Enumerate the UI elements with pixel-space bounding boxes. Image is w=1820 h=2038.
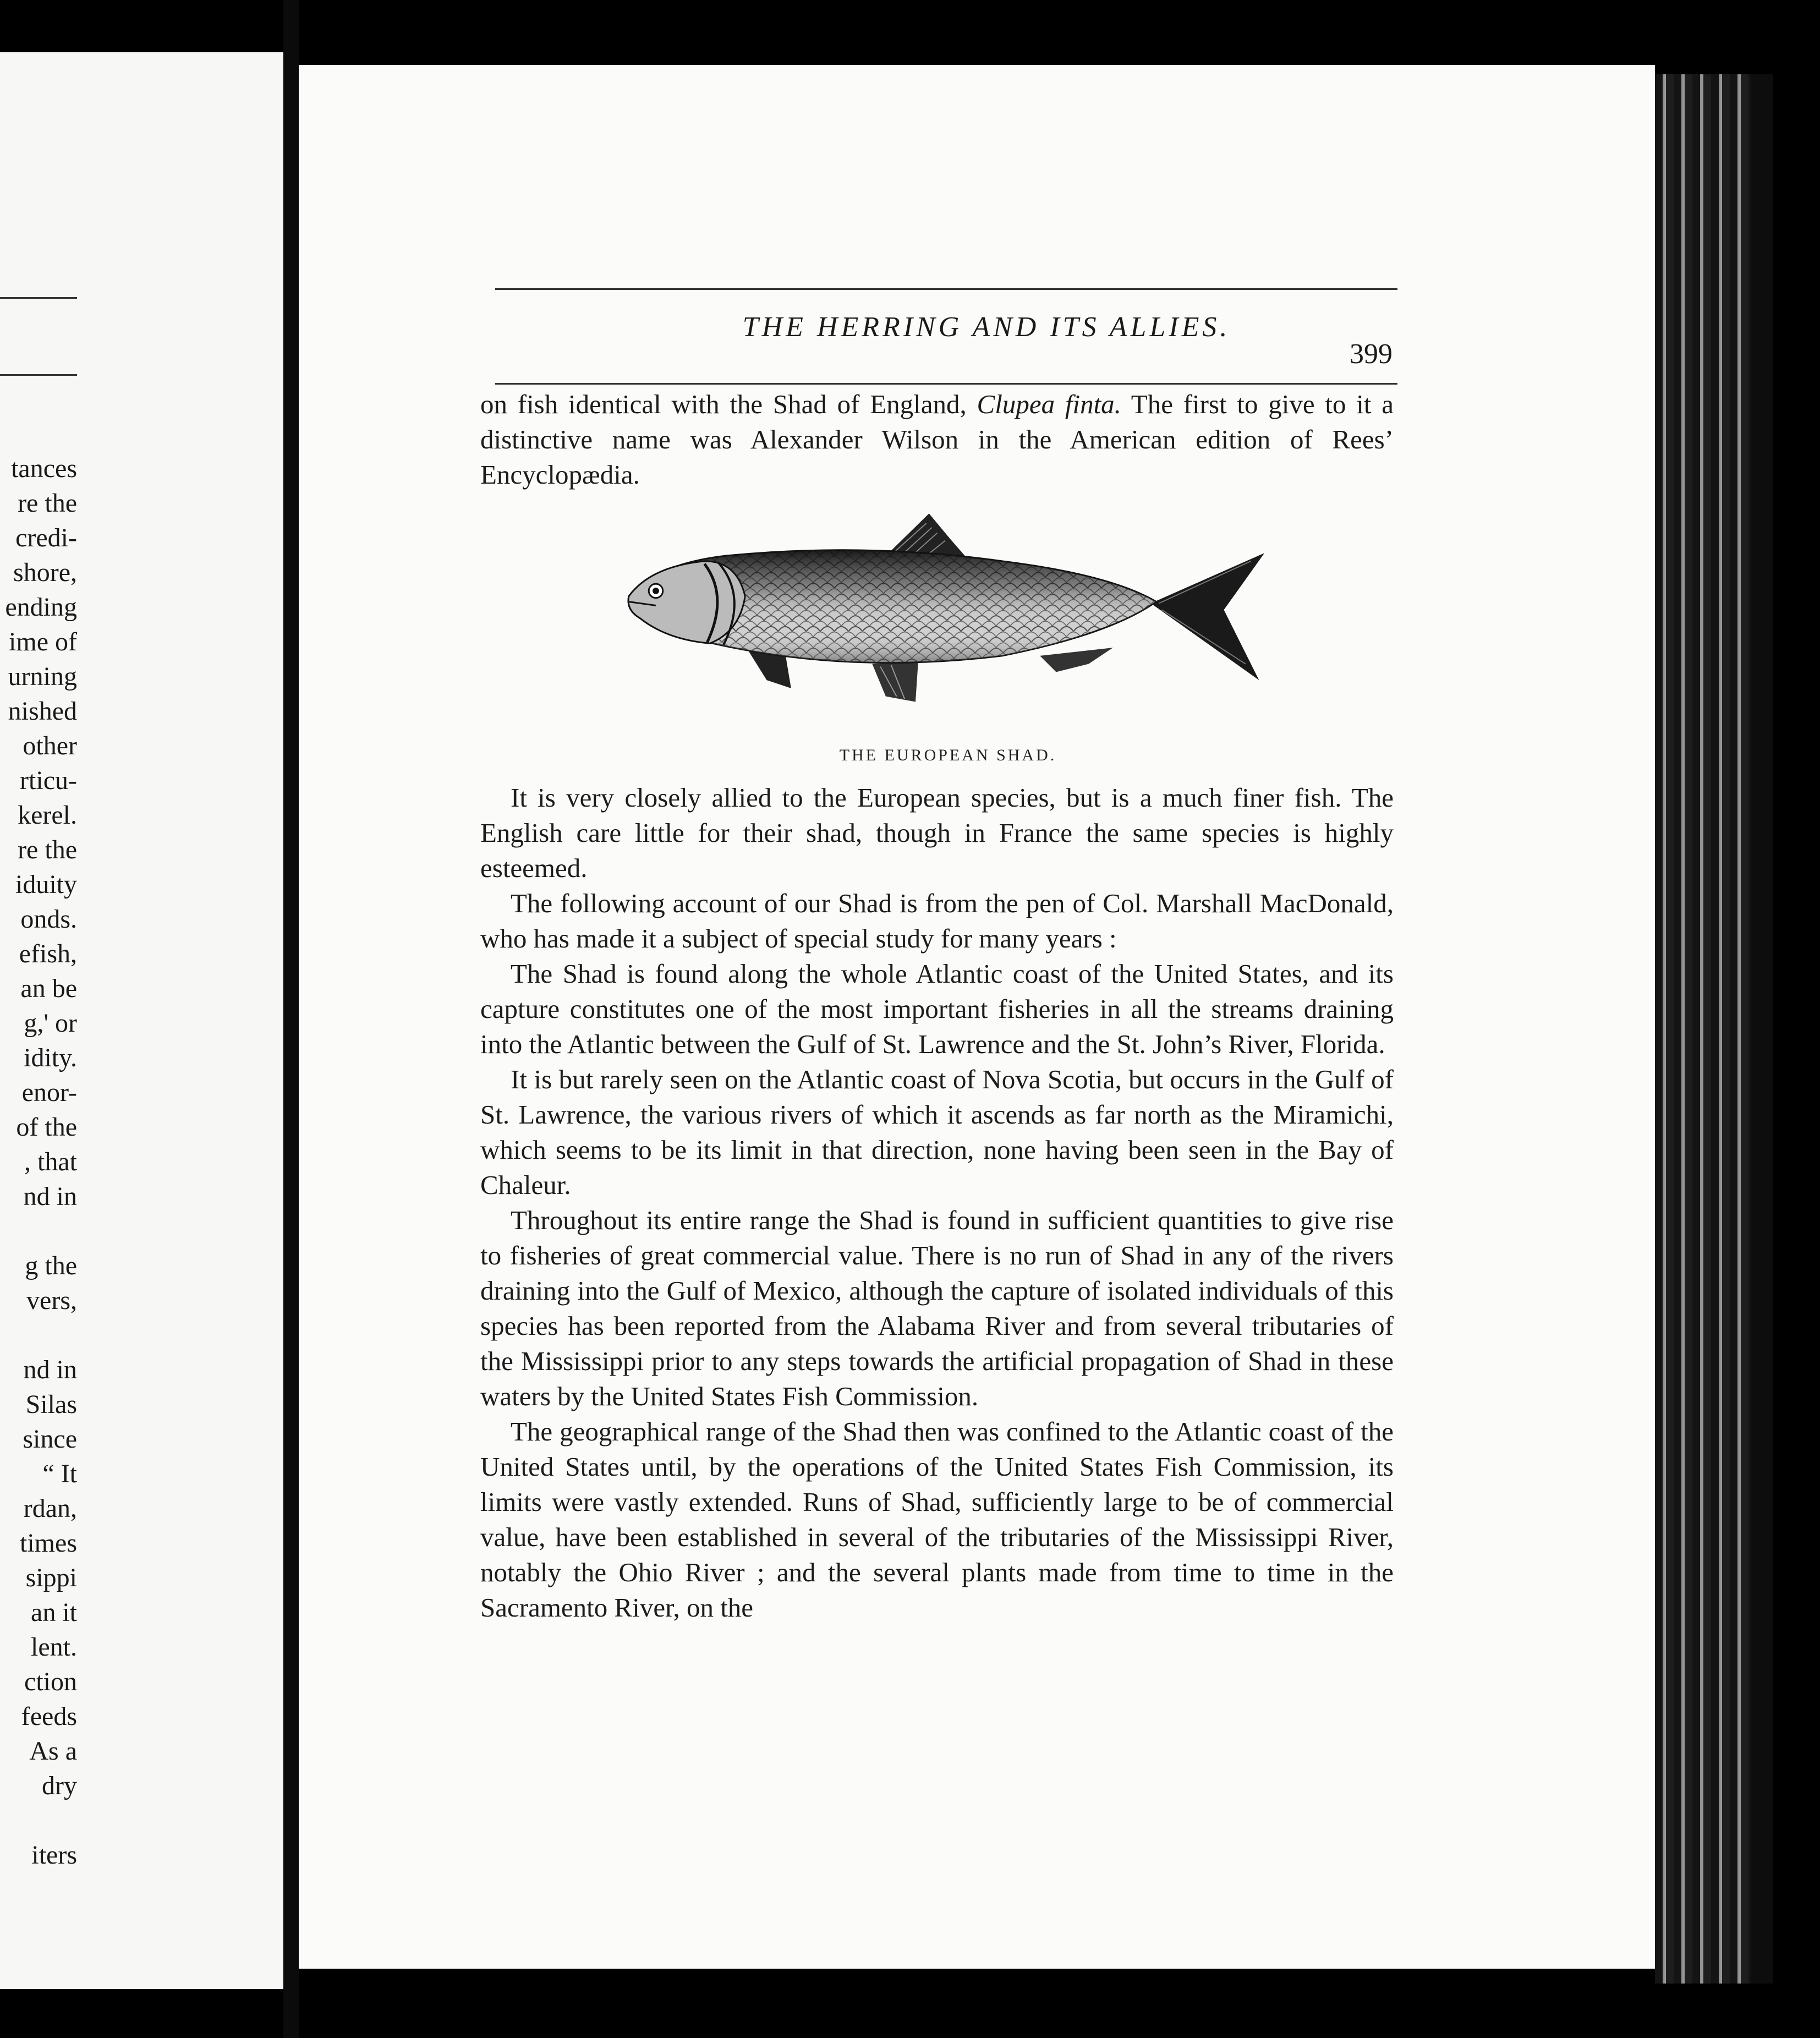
left-page-line [0, 1803, 77, 1838]
book-page-edges [1655, 74, 1773, 1984]
left-page-line: rticu- [20, 766, 77, 795]
left-page-line: ime of [9, 627, 77, 656]
previous-page [0, 52, 283, 1989]
left-page-line: other [23, 731, 77, 760]
left-page-line: iduity [15, 870, 77, 899]
left-page-line: shore, [13, 558, 77, 587]
left-page-line: idity. [24, 1043, 77, 1072]
left-page-line: since [23, 1425, 77, 1454]
left-page-line: rdan, [23, 1494, 77, 1523]
left-page-line: kerel. [18, 801, 77, 830]
left-page-line [0, 1318, 77, 1352]
left-page-line: efish, [19, 939, 77, 968]
paragraph: The Shad is found along the whole Atlantic coast of the United States, and its capture constitutes one of the most important fisheries in all the streams draining into the Atlantic between the Gulf of St. Lawrence and the St. John’s River, Florida. [480, 958, 1394, 1059]
intro-text-end: The first to give to it a distinctive name was Alexander Wilson in the American edition of Rees’ Encyclopædia. [480, 389, 1394, 490]
left-page-line: “ It [42, 1459, 77, 1488]
left-page-line: nd in [23, 1182, 77, 1211]
left-page-line: ction [24, 1667, 77, 1696]
left-page-line: urning [8, 662, 77, 691]
current-page [299, 65, 1655, 1969]
left-page-line: , that [24, 1147, 77, 1176]
book-gutter [283, 0, 299, 2038]
left-page-line: nd in [23, 1355, 77, 1384]
left-page-rule-bottom [0, 374, 77, 376]
intro-paragraph [480, 387, 1394, 492]
european-shad-image [623, 500, 1273, 742]
page-number: 399 [1350, 338, 1393, 370]
left-page-text [0, 451, 77, 1872]
left-page-line: credi- [15, 523, 77, 552]
left-page-line: times [20, 1528, 77, 1558]
paragraph: It is very closely allied to the European species, but is a much finer fish. The English care little for their shad, though in France the same species is highly esteemed. [480, 782, 1394, 883]
left-page-line: nished [8, 697, 77, 726]
left-page-line: lent. [31, 1632, 77, 1662]
left-page-line: vers, [26, 1286, 77, 1315]
main-text [480, 780, 1394, 1625]
left-page-line: g,' or [24, 1009, 77, 1038]
left-page-line: an it [31, 1598, 77, 1627]
left-page-line: iters [31, 1840, 77, 1870]
figure-caption: THE EUROPEAN SHAD. [839, 746, 1057, 764]
left-page-line: Silas [25, 1390, 77, 1419]
left-page-line: re the [18, 835, 77, 864]
running-head: THE HERRING AND ITS ALLIES. [742, 311, 1231, 343]
left-page-line: ending [5, 593, 77, 622]
left-page-line: sippi [25, 1563, 77, 1592]
paragraph: Throughout its entire range the Shad is found in sufficient quantities to give rise to fisheries of great commercial value. There is no run of Shad in any of the rivers draining into the Gulf of Mexico, although the capture of isolated individuals of this species has been reported from the Alabama River and from several tributaries of the Mississippi prior to any steps towards the artificial propagation of Shad in these waters by the United States Fish Commission. [480, 1205, 1394, 1411]
left-page-rule-top [0, 297, 77, 299]
paragraph: It is but rarely seen on the Atlantic coast of Nova Scotia, but occurs in the Gulf of St. Lawrence, the various rivers of which it ascends as far north as the Miramichi, which seems to be its limit in that direction, none having been seen in the Bay of Chaleur. [480, 1064, 1394, 1200]
left-page-line: feeds [21, 1702, 77, 1731]
left-page-line: tances [11, 454, 77, 483]
header-rule-top [495, 288, 1397, 290]
left-page-line: of the [16, 1113, 77, 1142]
intro-text-start: on fish identical with the Shad of England, [480, 389, 977, 419]
species-name: Clupea finta. [977, 389, 1121, 419]
left-page-line: re the [18, 489, 77, 518]
paragraph: The geographical range of the Shad then was confined to the Atlantic coast of the United States until, by the operations of the United States Fish Commission, its limits were vastly extended. Runs of Shad, sufficiently large to be of commercial value, have been established in several of the tributaries of the Mississippi River, notably the Ohio River ; and the several plants made from time to time in the Sacramento River, on the [480, 1416, 1394, 1623]
left-page-line: As a [29, 1736, 77, 1766]
paragraph: The following account of our Shad is from the pen of Col. Marshall MacDonald, who has made it a subject of special study for many years : [480, 888, 1394, 954]
left-page-line: onds. [20, 905, 77, 934]
left-page-line: dry [42, 1771, 77, 1800]
left-page-line: an be [20, 974, 77, 1003]
left-page-line [0, 1214, 77, 1248]
left-page-line: enor- [21, 1078, 77, 1107]
left-page-line: g the [25, 1251, 77, 1280]
intro-paragraph-block [480, 387, 1394, 492]
header-rule-bottom [495, 383, 1397, 385]
